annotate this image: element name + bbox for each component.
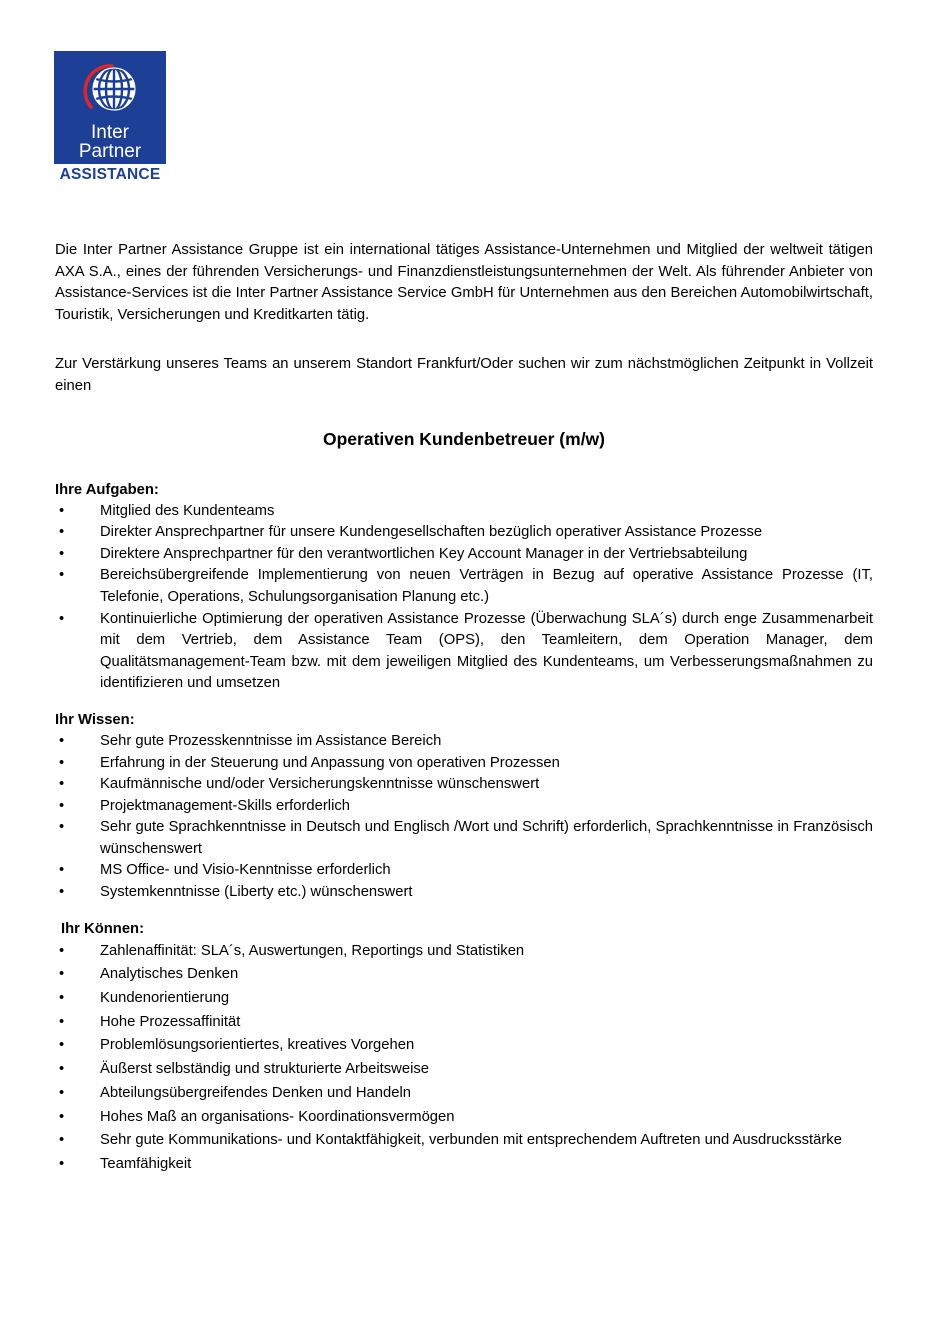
list-item: • Direktere Ansprechpartner für den verantwortlichen Key Account Manager in der Vertriebsabteilung (55, 544, 873, 566)
list-item: • Sehr gute Sprachkenntnisse in Deutsch und Englisch /Wort und Schrift) erforderlich, Sprachkenntnisse in Französisch wünschenswert (55, 817, 873, 860)
list-item: • Hohes Maß an organisations- Koordinationsvermögen (55, 1106, 873, 1130)
section-heading-wissen: Ihr Wissen: (55, 711, 135, 728)
aufgaben-list (55, 501, 873, 695)
list-item: • Problemlösungsorientiertes, kreatives Vorgehen (55, 1034, 873, 1058)
section-heading-aufgaben: Ihre Aufgaben: (55, 481, 159, 498)
list-item: • Sehr gute Prozesskenntnisse im Assistance Bereich (55, 731, 873, 753)
intro-paragraph: Die Inter Partner Assistance Gruppe ist ein international tätiges Assistance-Unternehmen und Mitglied der weltweit tätigen AXA S.A., eines der führenden Versicherungs- und Finanzdienstleistungsunternehmen der Welt. Als führender Anbieter von Assistance-Services ist die Inter Partner Assistance Service GmbH für Unternehmen aus den Bereichen Automobilwirtschaft, Touristik, Versicherungen und Kreditkarten tätig. (55, 242, 873, 323)
list-item: • Bereichsübergreifende Implementierung von neuen Verträgen in Bezug auf operative Assistance Prozesse (IT, Telefonie, Operations, Schulungsorganisation Planung etc.) (55, 565, 873, 608)
company-logo (54, 51, 166, 183)
list-item: • Teamfähigkeit (55, 1153, 873, 1177)
list-item: • Erfahrung in der Steuerung und Anpassung von operativen Prozessen (55, 753, 873, 775)
globe-icon (82, 61, 138, 119)
list-item: • Analytisches Denken (55, 963, 873, 987)
list-item: • Hohe Prozessaffinität (55, 1011, 873, 1035)
list-item: • Zahlenaffinität: SLA´s, Auswertungen, Reportings und Statistiken (55, 940, 873, 964)
section-heading-koennen: Ihr Können: (61, 920, 145, 937)
list-item: • Direkter Ansprechpartner für unsere Kundengesellschaften bezüglich operativer Assistance Prozesse (55, 522, 873, 544)
list-item: • Kundenorientierung (55, 987, 873, 1011)
logo-box (54, 51, 166, 164)
koennen-list (55, 940, 873, 1177)
list-item: • Äußerst selbständig und strukturierte Arbeitsweise (55, 1058, 873, 1082)
document-body (55, 240, 873, 1191)
logo-text-partner: Partner (78, 141, 142, 162)
list-item: • Sehr gute Kommunikations- und Kontaktfähigkeit, verbunden mit entsprechendem Auftreten und Ausdrucksstärke (55, 1129, 873, 1153)
list-item: • Mitglied des Kundenteams (55, 501, 873, 523)
wissen-list (55, 731, 873, 904)
list-item: • MS Office- und Visio-Kenntnisse erforderlich (55, 860, 873, 882)
search-paragraph: Zur Verstärkung unseres Teams an unserem Standort Frankfurt/Oder suchen wir zum nächstmöglichen Zeitpunkt in Vollzeit einen (55, 356, 873, 394)
job-title: Operativen Kundenbetreuer (m/w) (323, 428, 605, 449)
list-item: • Systemkenntnisse (Liberty etc.) wünschenswert (55, 882, 873, 904)
list-item: • Abteilungsübergreifendes Denken und Handeln (55, 1082, 873, 1106)
list-item: • Kaufmännische und/oder Versicherungskenntnisse wünschenswert (55, 774, 873, 796)
list-item: • Projektmanagement-Skills erforderlich (55, 796, 873, 818)
logo-text-inter: Inter (90, 122, 130, 143)
logo-text-assistance: ASSISTANCE (59, 166, 161, 183)
list-item: • Kontinuierliche Optimierung der operativen Assistance Prozesse (Überwachung SLA´s) durch enge Zusammenarbeit mit dem Vertrieb, dem Assistance Team (OPS), den Teamleitern, dem Operation Manager, dem Qualitätsmanagement-Team bzw. mit dem jeweiligen Mitglied des Kundenteams, um Verbesserungsmaßnahmen zu identifizieren und umsetzen (55, 609, 873, 695)
